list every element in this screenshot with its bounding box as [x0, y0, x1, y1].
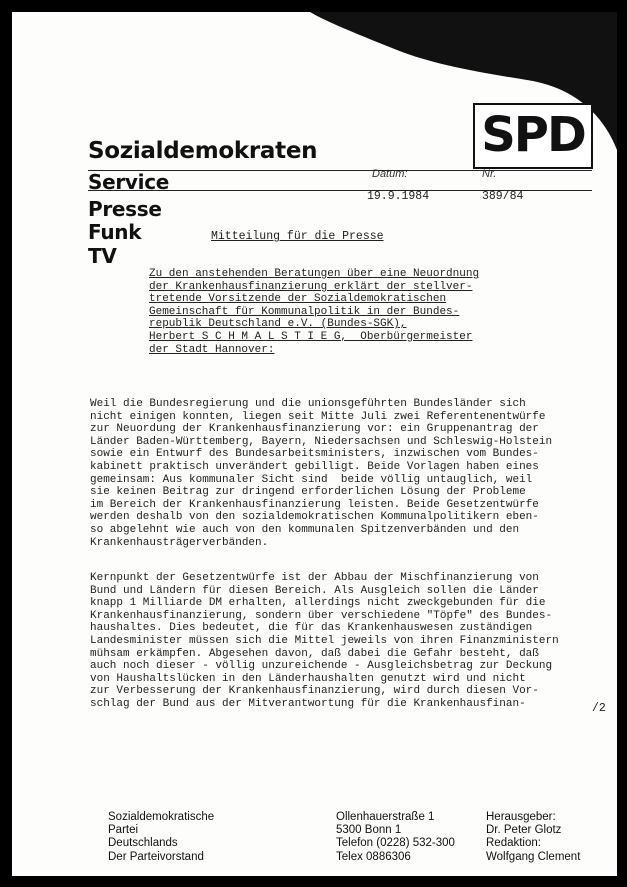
- intro-line: Herbert S C H M A L S T I E G, Oberbürgermeister: [149, 330, 473, 343]
- funk-label: Funk: [88, 220, 142, 244]
- text-line: Länder Baden-Württemberg, Bayern, Niedersachsen und Schleswig-Holstein: [90, 435, 553, 448]
- document-heading: Mitteilung für die Presse: [211, 230, 384, 243]
- text-line: mühsam erkämpfen. Abgesehen davon, daß dabei die Gefahr besteht, daß: [90, 647, 539, 660]
- date-label: Datum:: [372, 168, 408, 180]
- text-line: nicht einigen konnten, liegen seit Mitte Juli zwei Referentenentwürfe: [90, 410, 546, 423]
- intro-line: der Stadt Hannover:: [149, 343, 275, 356]
- text-line: schlag der Bund aus der Mitverantwortung für die Krankenhausfinan-: [90, 697, 526, 710]
- publisher-line: Dr. Peter Glotz: [486, 824, 562, 837]
- text-line: sie keinen Beitrag zur dringend erforderlichen Lösung der Probleme: [90, 486, 526, 499]
- publisher-block: [486, 811, 580, 864]
- text-line: Krankenhausträgerverbänden.: [90, 536, 269, 549]
- text-line: Weil die Bundesregierung und die unionsgeführten Bundesländer sich: [90, 398, 526, 410]
- text-line: Krankenhausfinanzierung, sondern über verschiedene "Töpfe" des Bundes-: [90, 609, 553, 622]
- publisher-line: Redaktion:: [486, 837, 541, 850]
- body-paragraph-2: [90, 572, 590, 711]
- text-line: gemeinsam: Aus kommunaler Sicht sind beide völlig untauglich, weil: [90, 473, 533, 486]
- intro-line: der Krankenhausfinanzierung erklärt der stellver-: [149, 280, 473, 293]
- number-value: 389/84: [482, 190, 524, 203]
- press-release-page: [12, 12, 617, 876]
- service-label: Service: [88, 170, 170, 194]
- text-line: auch noch dieser - völlig unzureichende - Ausgleichsbetrag zur Deckung: [90, 660, 553, 673]
- text-line: im Bereich der Krankenhausfinanzierung leisten. Beide Gesetzentwürfe: [90, 498, 539, 511]
- intro-line: republik Deutschland e.V. (Bundes-SGK),: [149, 318, 407, 331]
- intro-line: tretende Vorsitzende der Sozialdemokratischen: [149, 293, 447, 306]
- sender-line: Sozialdemokratische: [108, 811, 215, 823]
- text-line: von Haushaltslücken in den Länderhaushalten genutzt wird und nicht: [90, 672, 526, 685]
- address-line: 5300 Bonn 1: [336, 824, 402, 837]
- text-line: zur Verbesserung der Krankenhausfinanzierung, wird durch diesen Vor-: [90, 685, 539, 698]
- spd-logo: SPD: [473, 103, 593, 169]
- number-label: Nr.: [482, 168, 497, 180]
- text-line: Bund und Ländern für diesen Bereich. Als Ausgleich sollen die Länder: [90, 584, 539, 597]
- publisher-line: Herausgeber:: [486, 811, 556, 823]
- text-line: werden deshalb von den sozialdemokratischen Kommunalpolitikern eben-: [90, 511, 539, 524]
- text-line: knapp 1 Milliarde DM erhalten, allerdings nicht zweckgebunden für die: [90, 597, 546, 610]
- text-line: so abgelehnt wie auch von den kommunalen Spitzenverbänden und den: [90, 523, 520, 536]
- presse-label: Presse: [88, 197, 162, 221]
- text-line: kabinett praktisch unverändert gebilligt. Beide Vorlagen haben eines: [90, 460, 539, 473]
- tv-label: TV: [88, 244, 117, 268]
- intro-block: [149, 268, 519, 356]
- text-line: haushaltes. Dies bedeutet, die für das Krankenhauswesen zuständigen: [90, 622, 533, 635]
- publisher-line: Wolfgang Clement: [486, 850, 581, 863]
- sender-block: [108, 811, 214, 864]
- sender-line: Deutschlands: [108, 837, 178, 850]
- sender-line: Partei: [108, 824, 139, 837]
- date-value: 19.9.1984: [367, 190, 430, 203]
- address-line: Telefon (0228) 532-300: [336, 837, 455, 850]
- text-line: zur Neuordung der Krankenhausfinanzierung vor: ein Gruppenantrag der: [90, 423, 539, 436]
- address-block: [336, 811, 455, 864]
- body-paragraph-1: [90, 398, 590, 549]
- address-line: Telex 0886306: [336, 850, 411, 863]
- page-continuation: /2: [592, 702, 606, 715]
- brand-wordmark: Sozialdemokraten: [88, 138, 318, 164]
- sender-line: Der Parteivorstand: [108, 850, 204, 863]
- intro-line: Gemeinschaft für Kommunalpolitik in der Bundes-: [149, 305, 460, 318]
- intro-line: Zu den anstehenden Beratungen über eine Neuordnung: [149, 268, 480, 280]
- text-line: Kernpunkt der Gesetzentwürfe ist der Abbau der Mischfinanzierung von: [90, 572, 539, 584]
- text-line: sowie ein Entwurf des Bundesarbeitsministers, inzwischen vom Bundes-: [90, 448, 539, 461]
- text-line: Landesminister müssen sich die Mittel jeweils von ihren Finanzministern: [90, 634, 559, 647]
- address-line: Ollenhauerstraße 1: [336, 811, 435, 823]
